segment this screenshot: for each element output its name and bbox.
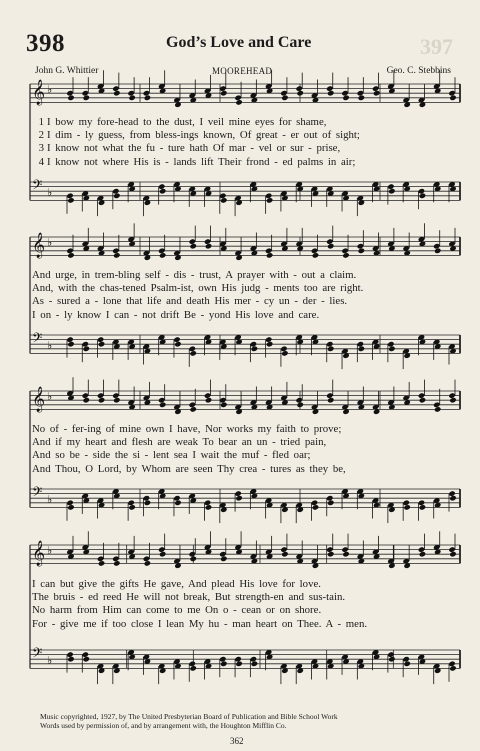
flat-sign-icon: ♭ xyxy=(47,236,53,249)
lyric-line xyxy=(32,116,452,128)
note-head xyxy=(66,651,73,657)
permission-note: Words used by permission of, and by arrangement with, the Houghton Mifflin Co. xyxy=(40,721,287,730)
note-head xyxy=(190,350,197,356)
verse-number: 2 xyxy=(38,129,44,142)
note-head xyxy=(219,551,226,557)
note-head xyxy=(418,188,425,194)
note-head xyxy=(342,551,349,557)
note-head xyxy=(220,556,227,562)
note-head xyxy=(189,238,196,244)
note-head xyxy=(159,551,166,557)
note-head xyxy=(204,238,211,244)
note-head xyxy=(67,197,74,203)
tune-name: MOOREHEAD xyxy=(212,66,273,76)
note-head xyxy=(235,99,242,105)
note-head xyxy=(388,188,395,194)
treble-clef-icon: 𝄞 xyxy=(32,541,46,566)
note-head xyxy=(358,95,365,101)
lyric-line xyxy=(32,156,452,168)
note-head xyxy=(159,188,166,194)
note-head xyxy=(341,546,348,552)
note-head xyxy=(82,90,89,96)
hymn-number: 398 xyxy=(26,30,65,57)
note-head xyxy=(234,95,241,101)
lyric-line xyxy=(32,423,452,435)
note-head xyxy=(449,551,456,557)
note-head xyxy=(327,243,334,249)
lyric-text: I know not what the fu - ture hath Of mar - vel or sur - prise, xyxy=(47,142,341,155)
note-head xyxy=(358,346,365,352)
note-head xyxy=(159,402,166,408)
note-head xyxy=(266,197,273,203)
note-head xyxy=(158,183,165,189)
lyric-line xyxy=(32,309,452,321)
note-head xyxy=(449,665,456,671)
note-head xyxy=(341,248,348,254)
note-head xyxy=(327,90,334,96)
note-head xyxy=(83,397,90,403)
note-head xyxy=(265,193,272,199)
note-head xyxy=(67,656,74,662)
note-head xyxy=(219,656,226,662)
note-head xyxy=(235,661,242,667)
note-head xyxy=(327,397,334,403)
note-head xyxy=(434,248,441,254)
note-head xyxy=(189,551,196,557)
flat-sign-icon: ♭ xyxy=(47,493,53,506)
note-head xyxy=(83,95,90,101)
note-head xyxy=(113,252,120,258)
note-head xyxy=(448,661,455,667)
note-head xyxy=(387,183,394,189)
note-head xyxy=(387,341,394,347)
note-head xyxy=(144,95,151,101)
note-head xyxy=(297,90,304,96)
note-head xyxy=(326,392,333,398)
note-head xyxy=(220,90,227,96)
note-head xyxy=(281,350,288,356)
note-head xyxy=(112,556,119,562)
note-head xyxy=(143,495,150,501)
note-head xyxy=(433,243,440,249)
note-head xyxy=(66,500,73,506)
hymn-title: God’s Love and Care xyxy=(166,34,312,51)
note-head xyxy=(327,551,334,557)
note-head xyxy=(66,90,73,96)
note-head xyxy=(205,243,212,249)
bass-clef-icon: 𝄢 xyxy=(32,177,43,196)
lyric-line xyxy=(32,282,452,294)
note-head xyxy=(281,95,288,101)
note-head xyxy=(112,188,119,194)
bass-clef-icon: 𝄢 xyxy=(32,484,43,503)
lyric-line xyxy=(32,591,452,603)
note-head xyxy=(113,397,120,403)
note-head xyxy=(448,392,455,398)
note-head xyxy=(327,346,334,352)
note-head xyxy=(449,95,456,101)
note-head xyxy=(174,500,181,506)
lyric-text: As - sured a - lone that life and death His mer - cy un - der - lies. xyxy=(32,295,348,308)
bass-clef-icon: 𝄢 xyxy=(32,645,43,664)
note-head xyxy=(173,336,180,342)
note-head xyxy=(265,336,272,342)
lyric-line xyxy=(32,578,452,590)
lyric-text: I know not where His is - lands lift Their frond - ed palms in air; xyxy=(47,155,356,168)
note-head xyxy=(220,402,227,408)
note-head xyxy=(158,546,165,552)
note-head xyxy=(433,402,440,408)
note-head xyxy=(372,85,379,91)
note-head xyxy=(220,661,227,667)
note-head xyxy=(312,252,319,258)
note-head xyxy=(143,90,150,96)
lyric-line xyxy=(32,463,452,475)
note-head xyxy=(419,193,426,199)
note-head xyxy=(297,402,304,408)
note-head xyxy=(311,248,318,254)
lyric-text: And Thou, O Lord, by Whom are seen Thy crea - tures as they be, xyxy=(32,462,346,475)
note-head xyxy=(419,397,426,403)
note-head xyxy=(82,392,89,398)
note-head xyxy=(112,248,119,254)
note-head xyxy=(174,341,181,347)
bleed-through-number: 397 xyxy=(420,34,453,59)
note-head xyxy=(190,665,197,671)
note-head xyxy=(418,500,425,506)
note-head xyxy=(98,397,105,403)
note-head xyxy=(220,197,227,203)
flat-sign-icon: ♭ xyxy=(47,544,53,557)
note-head xyxy=(98,341,105,347)
lyric-text: And if my heart and flesh are weak To bear an un - tried pain, xyxy=(32,436,327,449)
note-head xyxy=(280,546,287,552)
lyric-text: No of - fer-ing of mine own I have, Nor works my faith to prove; xyxy=(32,423,342,435)
note-head xyxy=(341,90,348,96)
note-head xyxy=(97,392,104,398)
bass-clef-icon: 𝄢 xyxy=(32,330,43,349)
note-head xyxy=(357,90,364,96)
note-head xyxy=(342,95,349,101)
note-head xyxy=(418,392,425,398)
note-head xyxy=(67,95,74,101)
note-head xyxy=(419,504,426,510)
lyric-line xyxy=(32,142,452,154)
flat-sign-icon: ♭ xyxy=(47,83,53,96)
note-head xyxy=(144,500,151,506)
note-head xyxy=(403,504,410,510)
note-head xyxy=(190,406,197,412)
note-head xyxy=(358,248,365,254)
note-head xyxy=(388,656,395,662)
note-head xyxy=(251,661,258,667)
copyright-note: Music copyrighted, 1927, by The United Presbyterian Board of Publication and Bible School Work xyxy=(40,712,338,721)
note-head xyxy=(158,248,165,254)
note-head xyxy=(189,346,196,352)
note-head xyxy=(67,252,74,258)
lyric-text: No harm from Him can come to me On o - cean or on shore. xyxy=(32,604,322,617)
note-head xyxy=(83,346,90,352)
note-head xyxy=(388,346,395,352)
note-head xyxy=(326,495,333,501)
composer-credit: Geo. C. Stebbins xyxy=(386,66,451,76)
note-head xyxy=(190,243,197,249)
note-head xyxy=(158,397,165,403)
note-head xyxy=(113,193,120,199)
note-head xyxy=(326,85,333,91)
note-head xyxy=(449,495,456,501)
note-head xyxy=(82,341,89,347)
lyric-line xyxy=(32,604,452,616)
lyric-text: And urge, in trem-bling self - dis - trust, A prayer with - out a claim. xyxy=(32,269,357,281)
note-head xyxy=(448,546,455,552)
note-head xyxy=(82,651,89,657)
note-head xyxy=(250,341,257,347)
flat-sign-icon: ♭ xyxy=(47,339,53,352)
flat-sign-icon: ♭ xyxy=(47,186,53,199)
treble-clef-icon: 𝄞 xyxy=(32,80,46,105)
note-head xyxy=(205,504,212,510)
note-head xyxy=(326,546,333,552)
note-head xyxy=(434,406,441,412)
lyric-text: For - give me if too close I lean My hu - man heart on Thee. A - men. xyxy=(32,617,368,630)
note-head xyxy=(373,90,380,96)
lyric-text: I can but give the gifts He gave, And plead His love for love. xyxy=(32,578,321,590)
note-head xyxy=(204,392,211,398)
note-head xyxy=(402,656,409,662)
note-head xyxy=(112,392,119,398)
note-head xyxy=(97,556,104,562)
page-number: 362 xyxy=(230,736,244,746)
lyric-line xyxy=(32,295,452,307)
lyric-line xyxy=(32,618,452,630)
note-head xyxy=(326,238,333,244)
author-credit: John G. Whittier xyxy=(35,66,99,76)
lyric-line xyxy=(32,449,452,461)
note-head xyxy=(281,551,288,557)
note-head xyxy=(234,490,241,496)
treble-clef-icon: 𝄞 xyxy=(32,233,46,258)
note-head xyxy=(327,500,334,506)
note-head xyxy=(97,336,104,342)
lyric-line xyxy=(32,269,452,281)
note-head xyxy=(128,504,135,510)
note-head xyxy=(128,95,135,101)
flat-sign-icon: ♭ xyxy=(47,390,53,403)
note-head xyxy=(127,90,134,96)
note-head xyxy=(280,90,287,96)
note-head xyxy=(357,243,364,249)
note-head xyxy=(66,336,73,342)
note-head xyxy=(402,500,409,506)
note-head xyxy=(312,504,319,510)
note-head xyxy=(127,500,134,506)
note-head xyxy=(66,193,73,199)
flat-sign-icon: ♭ xyxy=(47,654,53,667)
lyric-text: The bruis - ed reed He will not break, But strength-en and sus-tain. xyxy=(32,591,346,604)
note-head xyxy=(113,90,120,96)
note-head xyxy=(311,500,318,506)
note-head xyxy=(296,397,303,403)
note-head xyxy=(342,252,349,258)
lyric-text: I bow my fore-head to the dust, I veil mine eyes for shame, xyxy=(47,116,327,128)
verse-number: 1 xyxy=(38,116,44,128)
lyric-line xyxy=(32,129,452,141)
note-head xyxy=(250,656,257,662)
note-head xyxy=(67,504,74,510)
note-head xyxy=(448,90,455,96)
note-head xyxy=(204,500,211,506)
note-head xyxy=(266,341,273,347)
note-head xyxy=(265,248,272,254)
note-head xyxy=(448,490,455,496)
lyric-line xyxy=(32,436,452,448)
note-head xyxy=(357,341,364,347)
note-head xyxy=(83,656,90,662)
verse-number: 3 xyxy=(38,142,44,155)
note-head xyxy=(144,560,151,566)
note-head xyxy=(418,546,425,552)
lyric-text: And, with the chas-tened Psalm-ist, own His judg - ments too are right. xyxy=(32,282,364,295)
note-head xyxy=(98,560,105,566)
lyric-text: I dim - ly guess, from bless-ings known, Of great - er out of sight; xyxy=(47,129,360,142)
note-head xyxy=(403,661,410,667)
treble-clef-icon: 𝄞 xyxy=(32,387,46,412)
lyric-text: And so be - side the si - lent sea I wait the muf - fled oar; xyxy=(32,449,311,462)
note-head xyxy=(113,560,120,566)
note-head xyxy=(251,346,258,352)
note-head xyxy=(112,85,119,91)
lyric-text: I on - ly know I can - not drift Be - yond His love and care. xyxy=(32,308,320,321)
note-head xyxy=(159,252,166,258)
note-head xyxy=(205,397,212,403)
note-head xyxy=(189,402,196,408)
note-head xyxy=(67,341,74,347)
note-head xyxy=(234,656,241,662)
note-head xyxy=(266,252,273,258)
note-head xyxy=(143,556,150,562)
note-head xyxy=(280,346,287,352)
note-head xyxy=(66,248,73,254)
note-head xyxy=(173,495,180,501)
note-head xyxy=(296,85,303,91)
note-head xyxy=(449,397,456,403)
note-head xyxy=(189,661,196,667)
note-head xyxy=(190,556,197,562)
verse-number: 4 xyxy=(38,155,44,168)
note-head xyxy=(235,495,242,501)
note-head xyxy=(419,551,426,557)
note-head xyxy=(326,341,333,347)
